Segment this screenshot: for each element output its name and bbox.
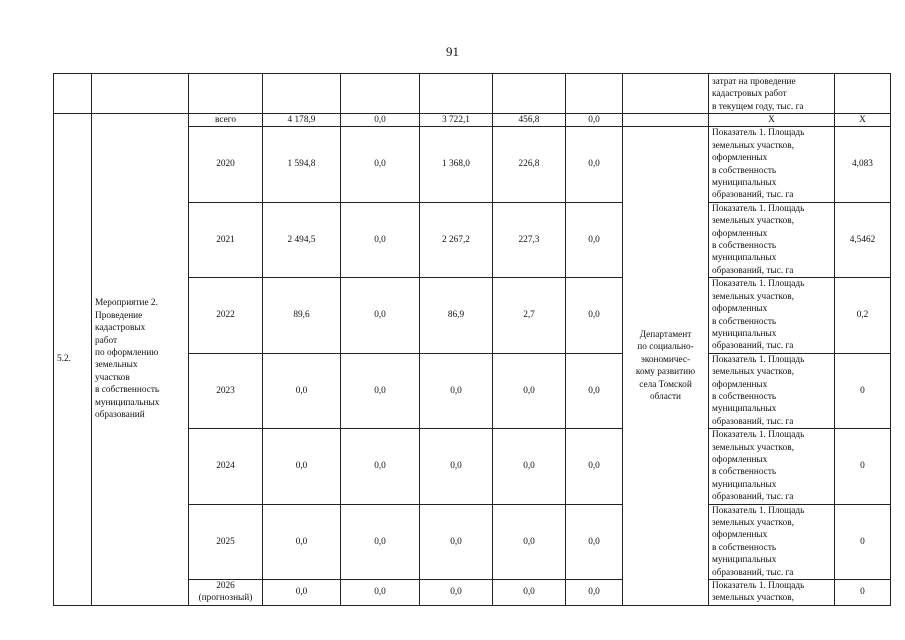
target-cell: 0	[835, 429, 891, 504]
empty-cell	[835, 74, 891, 114]
other-cell: 0,0	[566, 202, 623, 277]
table-row-total	[54, 114, 891, 127]
year-text: 2020	[216, 159, 235, 170]
total-cell: 0,0	[263, 504, 341, 579]
other-cell: 0,0	[566, 504, 623, 579]
indicator-cell	[709, 278, 835, 353]
item-name: Мероприятие 2. Проведение кадастровых работ по оформлению земельных участков в собственность муниципальных образований	[95, 298, 160, 421]
target-cell: 0	[835, 353, 891, 428]
year-cell	[189, 429, 263, 504]
item-number-cell	[54, 114, 92, 606]
indicator-text: Показатель 1. Площадь земельных участков, оформленных в собственность муниципальных образований, тыс. га	[712, 203, 805, 276]
indicator-text: Показатель 1. Площадь земельных участков, оформленных в собственность муниципальных образований, тыс. га	[712, 128, 805, 201]
other-cell: 0,0	[566, 114, 623, 127]
table-header-continuation-row	[54, 74, 891, 114]
indicator-text: Показатель 1. Площадь земельных участков, оформленных в собственность муниципальных образований, тыс. га	[712, 505, 805, 578]
empty-cell	[263, 74, 341, 114]
empty-cell	[623, 74, 709, 114]
empty-cell	[566, 74, 623, 114]
year-cell	[189, 278, 263, 353]
year-cell: всего	[189, 114, 263, 127]
year-text: 2024	[216, 461, 235, 472]
target-cell: 4,5462	[835, 202, 891, 277]
total-cell: 0,0	[263, 429, 341, 504]
regional-cell: 0,0	[420, 580, 493, 606]
federal-cell: 0,0	[341, 580, 420, 606]
year-text: 2025	[216, 536, 235, 547]
other-cell: 0,0	[566, 353, 623, 428]
federal-cell: 0,0	[341, 127, 420, 202]
other-cell: 0,0	[566, 127, 623, 202]
regional-cell: 0,0	[420, 429, 493, 504]
target-cell: X	[835, 114, 891, 127]
item-number: 5.2.	[57, 354, 71, 365]
target-cell: 0	[835, 580, 891, 606]
indicator-text: Показатель 1. Площадь земельных участков,	[712, 581, 805, 604]
other-cell: 0,0	[566, 278, 623, 353]
regional-cell: 3 722,1	[420, 114, 493, 127]
local-cell: 0,0	[493, 504, 566, 579]
year-text: 2022	[216, 310, 235, 321]
indicator-note-cell	[709, 74, 835, 114]
executor-cell	[623, 127, 709, 605]
empty-cell	[420, 74, 493, 114]
target-cell: 0,2	[835, 278, 891, 353]
target-cell: 4,083	[835, 127, 891, 202]
year-cell	[189, 580, 263, 606]
regional-cell: 1 368,0	[420, 127, 493, 202]
year-cell	[189, 202, 263, 277]
year-cell	[189, 353, 263, 428]
federal-cell: 0,0	[341, 429, 420, 504]
year-text: 2021	[216, 234, 235, 245]
year-text: 2023	[216, 385, 235, 396]
federal-cell: 0,0	[341, 353, 420, 428]
indicator-cell: X	[709, 114, 835, 127]
regional-cell: 0,0	[420, 353, 493, 428]
indicator-cell	[709, 580, 835, 606]
total-cell: 0,0	[263, 353, 341, 428]
federal-cell: 0,0	[341, 202, 420, 277]
executor-name: Департамент по социально- экономичес- кому развитию села Томской области	[635, 329, 696, 402]
local-cell: 456,8	[493, 114, 566, 127]
item-name-cell	[92, 114, 189, 606]
indicator-cell	[709, 202, 835, 277]
program-table	[53, 73, 891, 606]
local-cell: 0,0	[493, 580, 566, 606]
year-cell	[189, 127, 263, 202]
regional-cell: 0,0	[420, 504, 493, 579]
total-cell: 4 178,9	[263, 114, 341, 127]
total-cell: 1 594,8	[263, 127, 341, 202]
local-cell: 2,7	[493, 278, 566, 353]
empty-cell	[54, 74, 92, 114]
page-number: 91	[446, 44, 459, 59]
empty-cell	[92, 74, 189, 114]
executor-empty-cell	[623, 114, 709, 127]
empty-cell	[189, 74, 263, 114]
local-cell: 0,0	[493, 353, 566, 428]
federal-cell: 0,0	[341, 278, 420, 353]
other-cell: 0,0	[566, 580, 623, 606]
indicator-cell	[709, 353, 835, 428]
indicator-cell	[709, 429, 835, 504]
indicator-text: Показатель 1. Площадь земельных участков, оформленных в собственность муниципальных образований, тыс. га	[712, 430, 805, 503]
empty-cell	[341, 74, 420, 114]
local-cell: 227,3	[493, 202, 566, 277]
total-cell: 89,6	[263, 278, 341, 353]
indicator-cell	[709, 504, 835, 579]
indicator-note-text: затрат на проведение кадастровых работ в текущем году, тыс. га	[712, 76, 804, 112]
year-cell	[189, 504, 263, 579]
total-cell: 0,0	[263, 580, 341, 606]
indicator-cell	[709, 127, 835, 202]
indicator-text: Показатель 1. Площадь земельных участков, оформленных в собственность муниципальных образований, тыс. га	[712, 279, 805, 352]
empty-cell	[493, 74, 566, 114]
indicator-text: Показатель 1. Площадь земельных участков, оформленных в собственность муниципальных образований, тыс. га	[712, 354, 805, 427]
local-cell: 226,8	[493, 127, 566, 202]
federal-cell: 0,0	[341, 114, 420, 127]
target-cell: 0	[835, 504, 891, 579]
regional-cell: 2 267,2	[420, 202, 493, 277]
local-cell: 0,0	[493, 429, 566, 504]
federal-cell: 0,0	[341, 504, 420, 579]
regional-cell: 86,9	[420, 278, 493, 353]
other-cell: 0,0	[566, 429, 623, 504]
total-cell: 2 494,5	[263, 202, 341, 277]
year-text: 2026 (прогнозный)	[198, 581, 253, 604]
